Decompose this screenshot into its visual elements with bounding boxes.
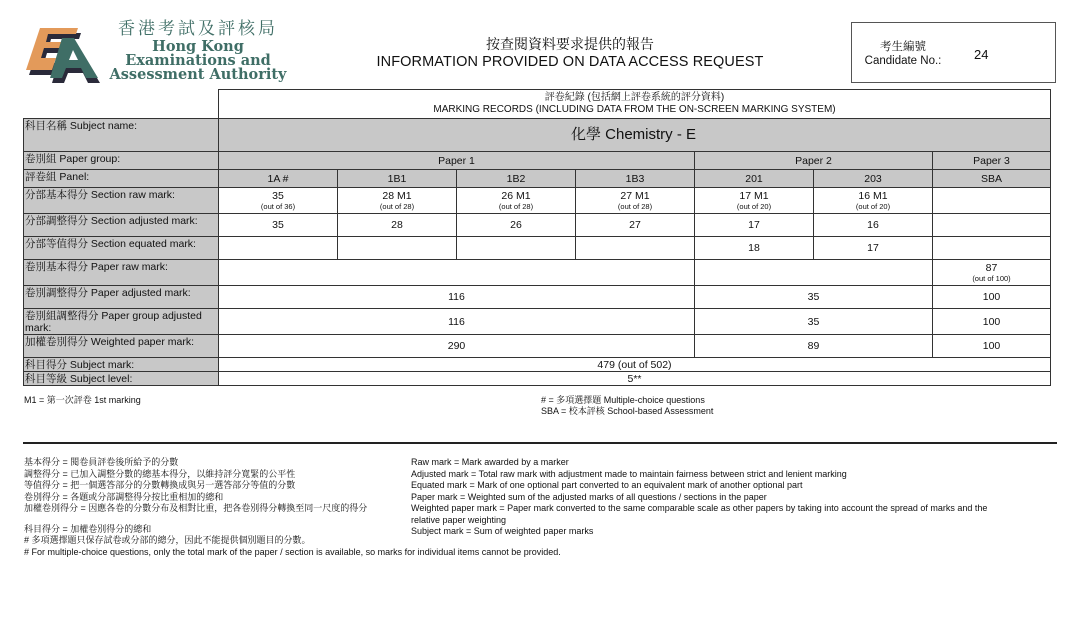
definition-en: Equated mark = Mark of one optional part converted to an equivalent mark of another optional part <box>411 480 803 490</box>
paper-group-adjusted-p1: 116 <box>219 309 695 335</box>
definition-en: Raw mark = Mark awarded by a marker <box>411 457 569 467</box>
section-raw-cell: 17 M1 (out of 20) <box>695 188 814 214</box>
legend-m1: M1 = 第一次評卷 1st marking <box>24 395 141 405</box>
section-raw-cell: 26 M1 (out of 28) <box>457 188 576 214</box>
paper-adjusted-p3: 100 <box>933 286 1051 309</box>
weighted-paper-p3: 100 <box>933 335 1051 358</box>
org-name-en-line2: Examinations and <box>125 52 271 69</box>
section-equated-cell: 18 <box>695 237 814 260</box>
row-label: 卷別調整得分 Paper adjusted mark: <box>24 286 219 309</box>
paper-group-adjusted-p3: 100 <box>933 309 1051 335</box>
section-raw-cell: 28 M1 (out of 28) <box>338 188 457 214</box>
org-name-en-line1: Hong Kong <box>152 38 244 55</box>
report-title <box>360 35 780 71</box>
row-label: 科目等級 Subject level: <box>24 372 219 386</box>
panel-1b3: 1B3 <box>576 170 695 188</box>
definitions-en <box>411 457 991 538</box>
panel-1b1: 1B1 <box>338 170 457 188</box>
candidate-label-en: Candidate No.: <box>864 55 942 67</box>
subject-name: 化學 Chemistry - E <box>219 119 1051 152</box>
paper-adjusted-p1: 116 <box>219 286 695 309</box>
table-row-weighted-paper <box>24 335 1051 358</box>
panel-1a: 1A # <box>219 170 338 188</box>
paper-group-2: Paper 2 <box>695 152 933 170</box>
candidate-number-box <box>851 22 1056 83</box>
report-title-cn: 按查閱資料要求提供的報告 <box>486 36 654 52</box>
table-caption-en: MARKING RECORDS (INCLUDING DATA FROM THE ON-SCREEN MARKING SYSTEM) <box>433 104 836 115</box>
marking-records-table <box>23 89 1051 386</box>
table-caption-cn: 評卷紀錄 (包括網上評卷系統的評分資料) <box>544 92 725 103</box>
definition-en: Adjusted mark = Total raw mark with adjustment made to maintain fairness between strict and lenient marking <box>411 468 847 479</box>
section-equated-cell <box>576 237 695 260</box>
definition-en: Subject mark = Sum of weighted paper marks <box>411 526 594 536</box>
paper-group-adjusted-p2: 35 <box>695 309 933 335</box>
section-raw-cell <box>933 188 1051 214</box>
section-divider <box>23 442 1057 444</box>
definition-en: Weighted paper mark = Paper mark converted to the same comparable scale as other papers by taking into account the spread of marks and the relative paper weighting <box>411 503 988 525</box>
section-equated-cell <box>457 237 576 260</box>
row-label: 卷別組調整得分 Paper group adjusted mark: <box>24 309 219 335</box>
table-corner <box>24 90 219 119</box>
definition-cn: 卷別得分 = 各題或分部調整得分按比重相加的總和 <box>24 491 224 502</box>
panel-1b2: 1B2 <box>457 170 576 188</box>
paper-raw-p3: 87 (out of 100) <box>933 260 1051 286</box>
subject-level: 5** <box>219 372 1051 386</box>
row-label: 加權卷別得分 Weighted paper mark: <box>24 335 219 358</box>
table-row-section-equated <box>24 237 1051 260</box>
row-label: 科目名稱 Subject name: <box>24 119 219 152</box>
row-label: 卷別基本得分 Paper raw mark: <box>24 260 219 286</box>
candidate-label-cn: 考生編號 <box>880 41 926 53</box>
row-label: 科目得分 Subject mark: <box>24 358 219 372</box>
candidate-number: 24 <box>974 47 989 62</box>
table-row-paper-raw <box>24 260 1051 286</box>
paper-group-3: Paper 3 <box>933 152 1051 170</box>
section-raw-cell: 35 (out of 36) <box>219 188 338 214</box>
table-row-paper-group <box>24 152 1051 170</box>
row-label: 分部基本得分 Section raw mark: <box>24 188 219 214</box>
row-label: 分部等值得分 Section equated mark: <box>24 237 219 260</box>
section-equated-cell <box>219 237 338 260</box>
definition-cn: 加權卷別得分 = 因應各卷的分數分布及相對比重，把各卷別得分轉換至同一尺度的得分 <box>24 503 368 513</box>
section-adjusted-cell: 26 <box>457 214 576 237</box>
section-adjusted-cell: 28 <box>338 214 457 237</box>
definition-cn: # 多項選擇題只保存試卷或分部的總分，因此不能提供個別題目的分數。 <box>24 535 311 545</box>
paper-adjusted-p2: 35 <box>695 286 933 309</box>
hkeaa-logo <box>22 18 287 88</box>
table-row-section-raw <box>24 188 1051 214</box>
table-caption <box>219 90 1051 119</box>
candidate-label <box>864 40 942 68</box>
row-label: 卷別組 Paper group: <box>24 152 219 170</box>
table-row-subject-level <box>24 372 1051 386</box>
footnote-en: # For multiple-choice questions, only the total mark of the paper / section is available, so marks for individual items cannot be provided. <box>24 546 561 557</box>
section-equated-cell <box>338 237 457 260</box>
section-adjusted-cell: 17 <box>695 214 814 237</box>
section-raw-cell: 16 M1 (out of 20) <box>814 188 933 214</box>
legend-sba: SBA = 校本評核 School-based Assessment <box>541 406 714 416</box>
section-adjusted-cell <box>933 214 1051 237</box>
row-label: 分部調整得分 Section adjusted mark: <box>24 214 219 237</box>
panel-sba: SBA <box>933 170 1051 188</box>
weighted-paper-p2: 89 <box>695 335 933 358</box>
definition-cn: 等值得分 = 把一個選答部分的分數轉換成與另一選答部分等值的分數 <box>24 480 296 490</box>
org-name <box>108 18 288 82</box>
table-row-subject-mark <box>24 358 1051 372</box>
panel-203: 203 <box>814 170 933 188</box>
section-equated-cell: 17 <box>814 237 933 260</box>
definition-cn: 調整得分 = 已加入調整分數的總基本得分，以維持評分寬緊的公平性 <box>24 468 296 479</box>
table-row-section-adjusted <box>24 214 1051 237</box>
paper-group-1: Paper 1 <box>219 152 695 170</box>
section-adjusted-cell: 27 <box>576 214 695 237</box>
definition-cn: 基本得分 = 閱卷員評卷後所給予的分數 <box>24 457 179 467</box>
section-raw-cell: 27 M1 (out of 28) <box>576 188 695 214</box>
hkeaa-emblem-icon <box>22 22 102 84</box>
paper-raw-p2 <box>695 260 933 286</box>
org-name-en-line3: Assessment Authority <box>109 66 287 83</box>
definition-en: Paper mark = Weighted sum of the adjusted marks of all questions / sections in the paper <box>411 491 767 502</box>
table-row-paper-group-adjusted <box>24 309 1051 335</box>
section-equated-cell <box>933 237 1051 260</box>
table-row-panel <box>24 170 1051 188</box>
section-adjusted-cell: 16 <box>814 214 933 237</box>
subject-mark: 479 (out of 502) <box>219 358 1051 372</box>
row-label: 評卷組 Panel: <box>24 170 219 188</box>
weighted-paper-p1: 290 <box>219 335 695 358</box>
table-row-subject-name <box>24 119 1051 152</box>
section-adjusted-cell: 35 <box>219 214 338 237</box>
org-name-cn: 香港考試及評核局 <box>118 19 278 39</box>
paper-raw-p1 <box>219 260 695 286</box>
panel-201: 201 <box>695 170 814 188</box>
report-title-en: INFORMATION PROVIDED ON DATA ACCESS REQUEST <box>376 54 764 70</box>
definition-cn: 科目得分 = 加權卷別得分的總和 <box>24 523 152 534</box>
legend-hash: # = 多項選擇題 Multiple-choice questions <box>541 395 705 405</box>
table-row-paper-adjusted <box>24 286 1051 309</box>
